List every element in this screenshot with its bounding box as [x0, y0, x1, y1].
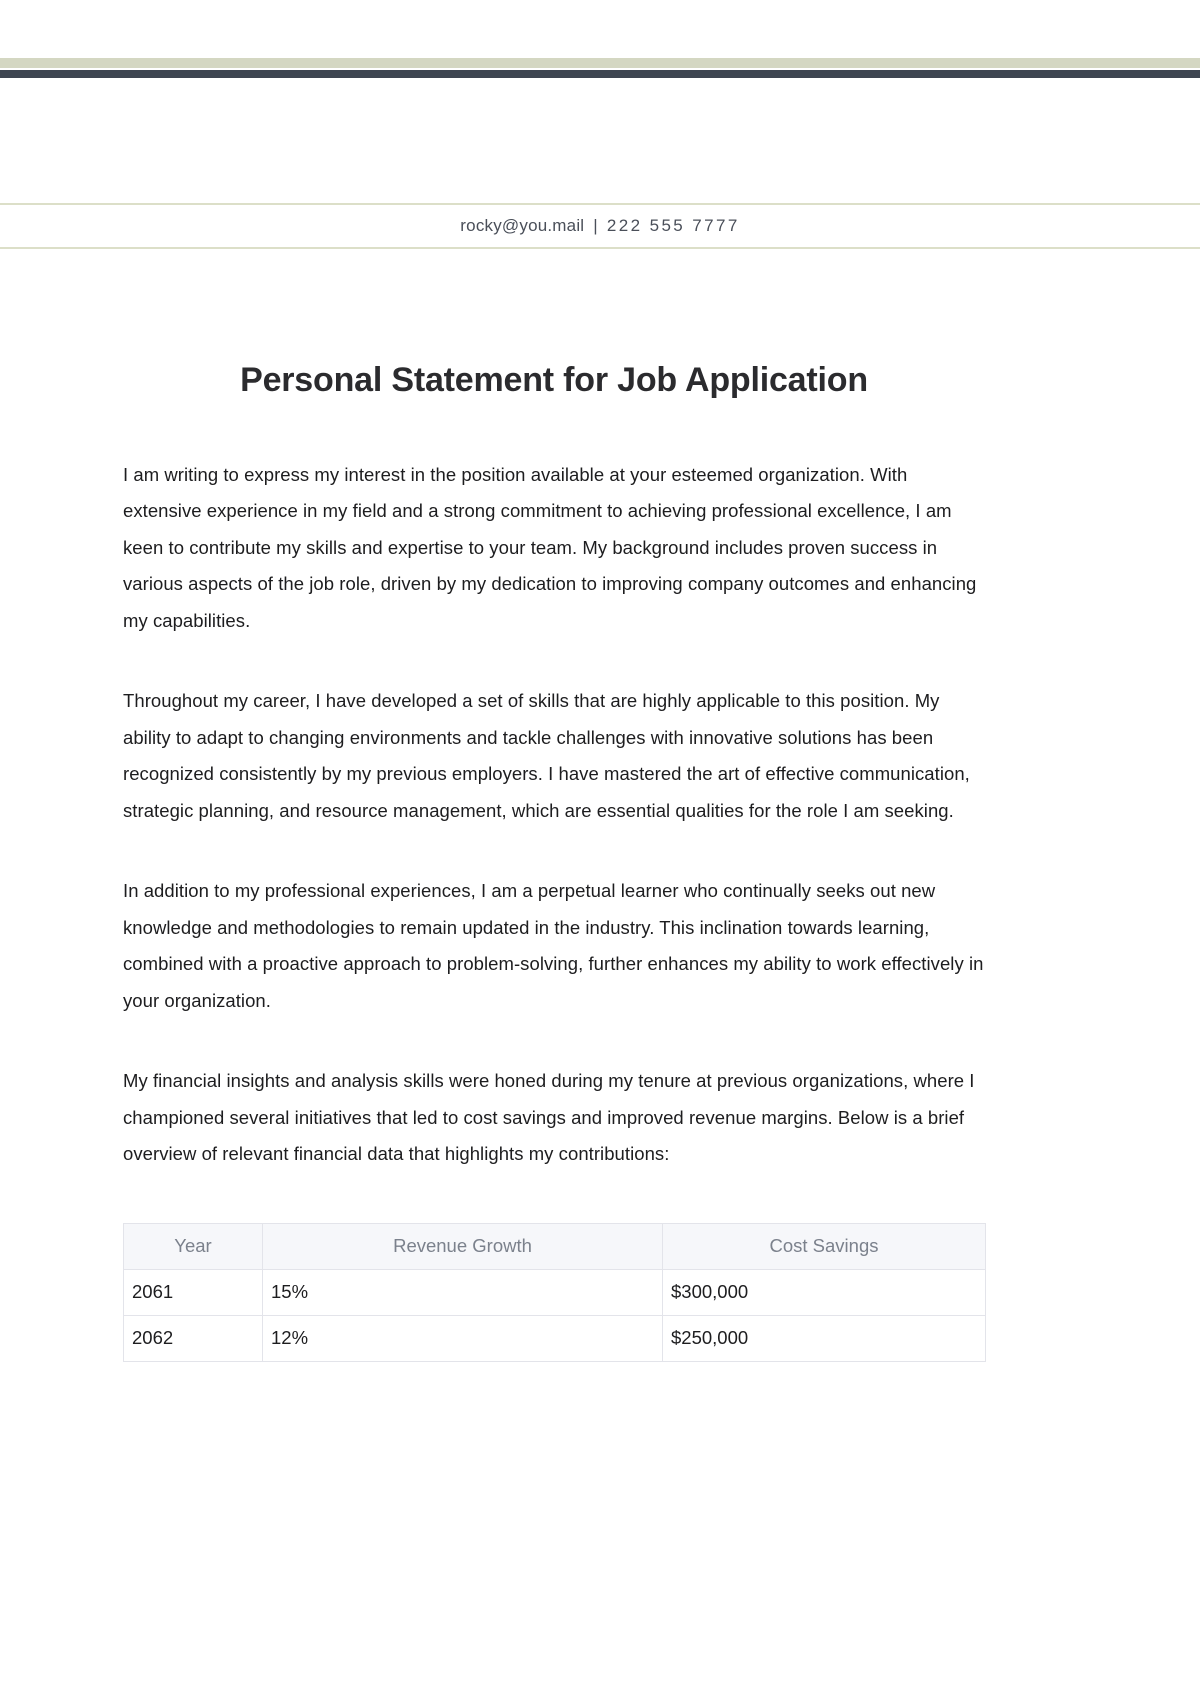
contact-separator: |	[593, 216, 598, 235]
table-header	[124, 1223, 986, 1269]
body-paragraph-2: Throughout my career, I have developed a set of skills that are highly applicable to this position. My ability to adapt to changing environments and tackle challenges with innovative solutions has been recognized consistently by my previous employers. I have mastered the art of effective communication, strategic planning, and resource management, which are essential qualities for the role I am seeking.	[123, 690, 970, 821]
cell-cost-savings: $300,000	[663, 1269, 986, 1315]
body-paragraph-3: In addition to my professional experiences, I am a perpetual learner who continually seeks out new knowledge and methodologies to remain updated in the industry. This inclination towards learning, combined with a proactive approach to problem-solving, further enhances my ability to work effectively in your organization.	[123, 880, 984, 1011]
contact-bar	[0, 203, 1200, 249]
cell-revenue-growth: 12%	[263, 1315, 663, 1361]
contact-email: rocky@you.mail	[460, 216, 585, 235]
body-paragraph-1: I am writing to express my interest in the position available at your esteemed organization. With extensive experience in my field and a strong commitment to achieving professional excellence, I am keen to contribute my skills and expertise to your team. My background includes proven success in various aspects of the job role, driven by my dedication to improving company outcomes and enhancing my capabilities.	[123, 463, 977, 631]
table-header-year: Year	[124, 1223, 263, 1269]
header-accent-band-sage	[0, 58, 1200, 68]
cell-cost-savings: $250,000	[663, 1315, 986, 1361]
contact-phone: 222 555 7777	[606, 216, 740, 235]
financial-data-table	[123, 1223, 986, 1362]
table-header-cost-savings: Cost Savings	[663, 1223, 986, 1269]
page-title: Personal Statement for Job Application	[240, 361, 868, 399]
table-header-row	[124, 1223, 986, 1269]
table-row	[124, 1269, 986, 1315]
header-accent-band-dark	[0, 70, 1200, 78]
table-header-revenue-growth: Revenue Growth	[263, 1223, 663, 1269]
document-content	[123, 360, 989, 1362]
body-paragraph-4: My financial insights and analysis skills were honed during my tenure at previous organizations, where I championed several initiatives that led to cost savings and improved revenue margins. Below is a brief overview of relevant financial data that highlights my contributions:	[123, 1070, 975, 1165]
cell-revenue-growth: 15%	[263, 1269, 663, 1315]
table-body	[124, 1269, 986, 1361]
table-row	[124, 1315, 986, 1361]
contact-line	[460, 216, 739, 236]
cell-year: 2061	[124, 1269, 263, 1315]
cell-year: 2062	[124, 1315, 263, 1361]
